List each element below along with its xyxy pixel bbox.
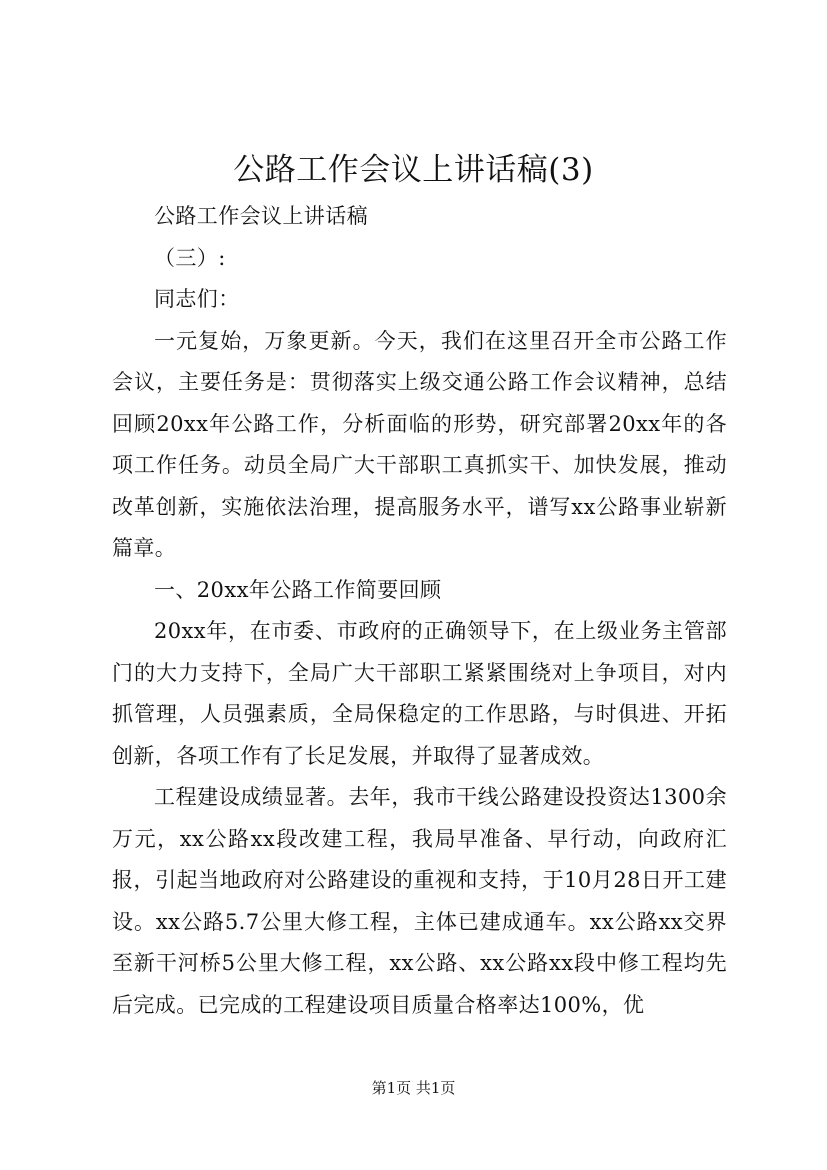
paragraph-salutation: 同志们： bbox=[154, 287, 240, 311]
document-title: 公路工作会议上讲话稿(3) bbox=[233, 152, 594, 188]
paragraph-review: 20xx年，在市委、市政府的正确领导下，在上级业务主管部门的大力支持下，全局广大干部职工紧紧围绕对上争项目，对内抓管理，人员强素质，全局保稳定的工作思路，与时俱进、开拓创新，各项工作有了长足发展，并取得了显著成效。 bbox=[112, 619, 727, 768]
section-heading: 一、20xx年公路工作简要回顾 bbox=[154, 577, 442, 602]
paragraph-part-number: （三）: bbox=[154, 245, 226, 270]
paragraph-opening: 一元复始，万象更新。今天，我们在这里召开全市公路工作会议，主要任务是：贯彻落实上级交通公路工作会议精神，总结回顾20xx年公路工作，分析面临的形势，研究部署20xx年的各项工作任务。动员全局广大干部职工真抓实干、加快发展，推动改革创新，实施依法治理，提高服务水平，谱写xx公路事业崭新篇章。 bbox=[112, 328, 727, 560]
paragraph-construction: 工程建设成绩显著。去年，我市干线公路建设投资达1300余万元，xx公路xx段改建工程，我局早准备、早行动，向政府汇报，引起当地政府对公路建设的重视和支持，于10月28日开工建设。xx公路5.7公里大修工程，主体已建成通车。xx公路xx交界至新干河桥5公里大修工程，xx公路、xx公路xx段中修工程均先后完成。已完成的工程建设项目质量合格率达100%，优 bbox=[112, 785, 727, 1017]
page-footer: 第1页 共1页 bbox=[371, 1079, 456, 1097]
document-body bbox=[112, 196, 727, 1026]
paragraph-subtitle: 公路工作会议上讲话稿 bbox=[154, 204, 368, 228]
